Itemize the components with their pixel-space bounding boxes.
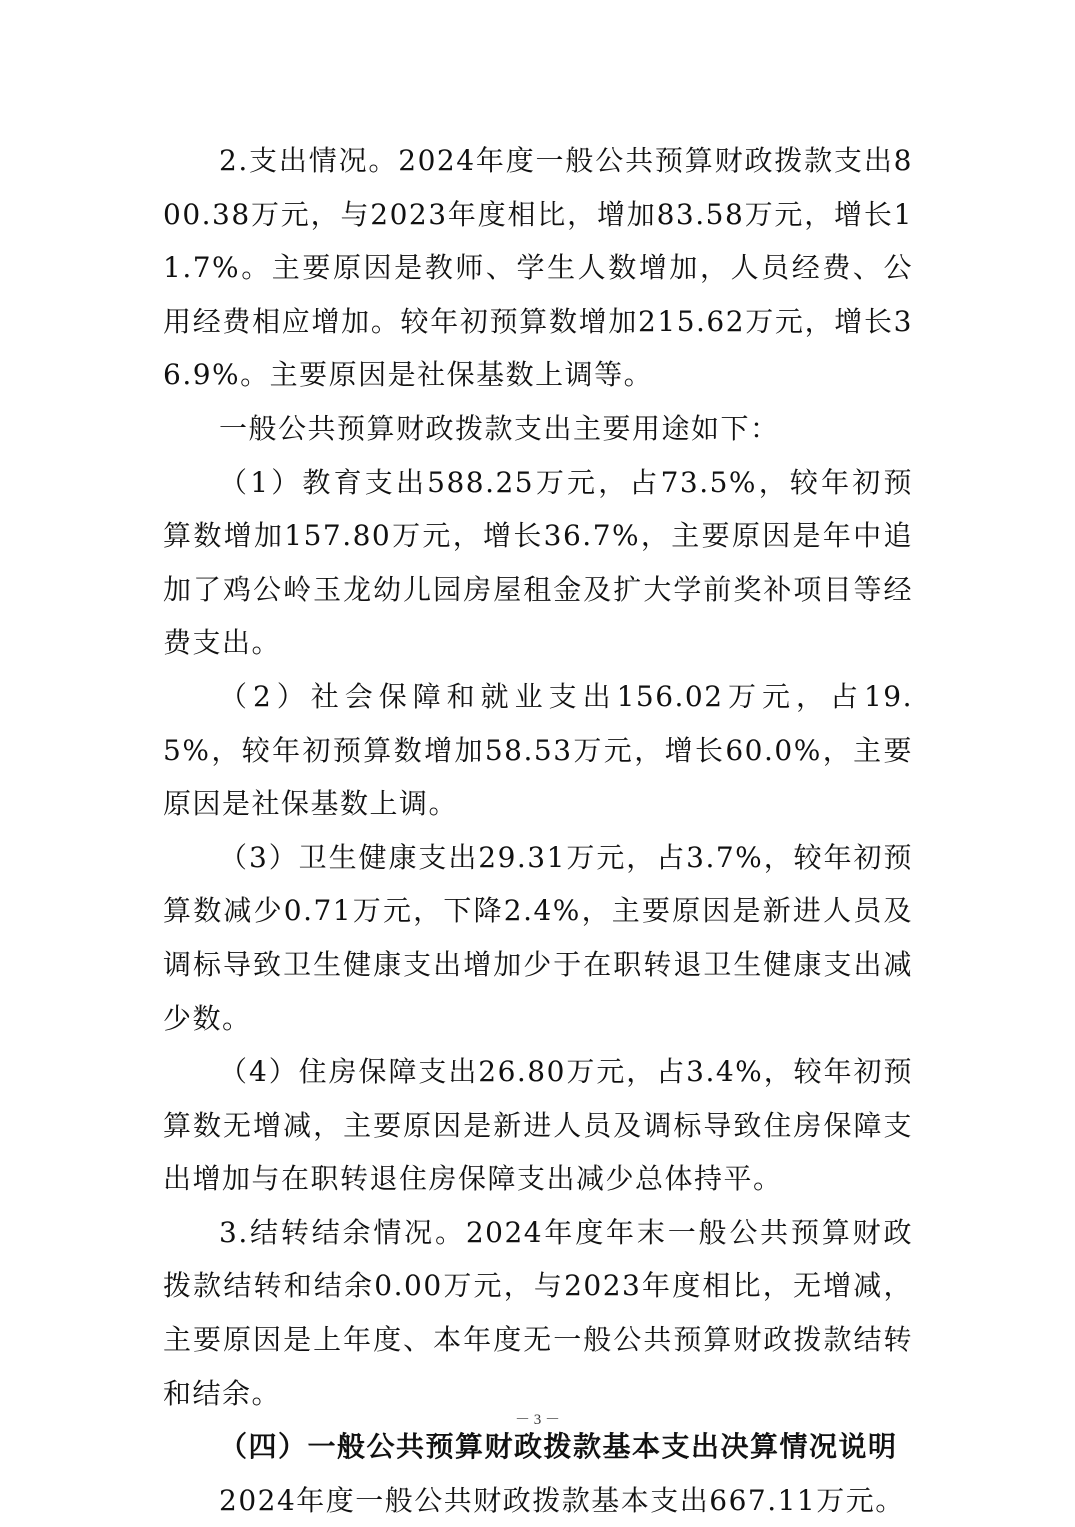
paragraph-health: （3）卫生健康支出29.31万元，占3.7%，较年初预算数减少0.71万元，下降2.4%，主要原因是新进人员及调标导致卫生健康支出增加少于在职转退卫生健康支出减少数。 (163, 840, 913, 1035)
page-number: － 3 － (514, 1412, 560, 1428)
document-body (163, 134, 913, 1527)
paragraph-expenditure: 2.支出情况。2024年度一般公共预算财政拨款支出800.38万元，与2023年度相比，增加83.58万元，增长11.7%。主要原因是教师、学生人数增加，人员经费、公用经费相应增加。较年初预算数增加215.62万元，增长36.9%。主要原因是社保基数上调等。 (163, 144, 913, 392)
paragraph-basic-expenditure: 2024年度一般公共财政拨款基本支出667.11万元。 (219, 1483, 905, 1517)
paragraph-housing: （4）住房保障支出26.80万元，占3.4%，较年初预算数无增减，主要原因是新进人员及调标导致住房保障支出增加与在职转退住房保障支出减少总体持平。 (163, 1055, 913, 1196)
paragraph-social-security: （2）社会保障和就业支出156.02万元，占19.5%，较年初预算数增加58.53万元，增长60.0%，主要原因是社保基数上调。 (163, 679, 913, 821)
paragraph-carryover: 3.结转结余情况。2024年度年末一般公共预算财政拨款结转和结余0.00万元，与2023年度相比，无增减，主要原因是上年度、本年度无一般公共预算财政拨款结转和结余。 (163, 1215, 913, 1410)
paragraph-education: （1）教育支出588.25万元，占73.5%，较年初预算数增加157.80万元，增长36.7%，主要原因是年中追加了鸡公岭玉龙幼儿园房屋租金及扩大学前奖补项目等经费支出。 (163, 465, 913, 660)
paragraph-usage-intro: 一般公共预算财政拨款支出主要用途如下： (219, 411, 780, 445)
section-heading: （四）一般公共预算财政拨款基本支出决算情况说明 (219, 1430, 898, 1464)
